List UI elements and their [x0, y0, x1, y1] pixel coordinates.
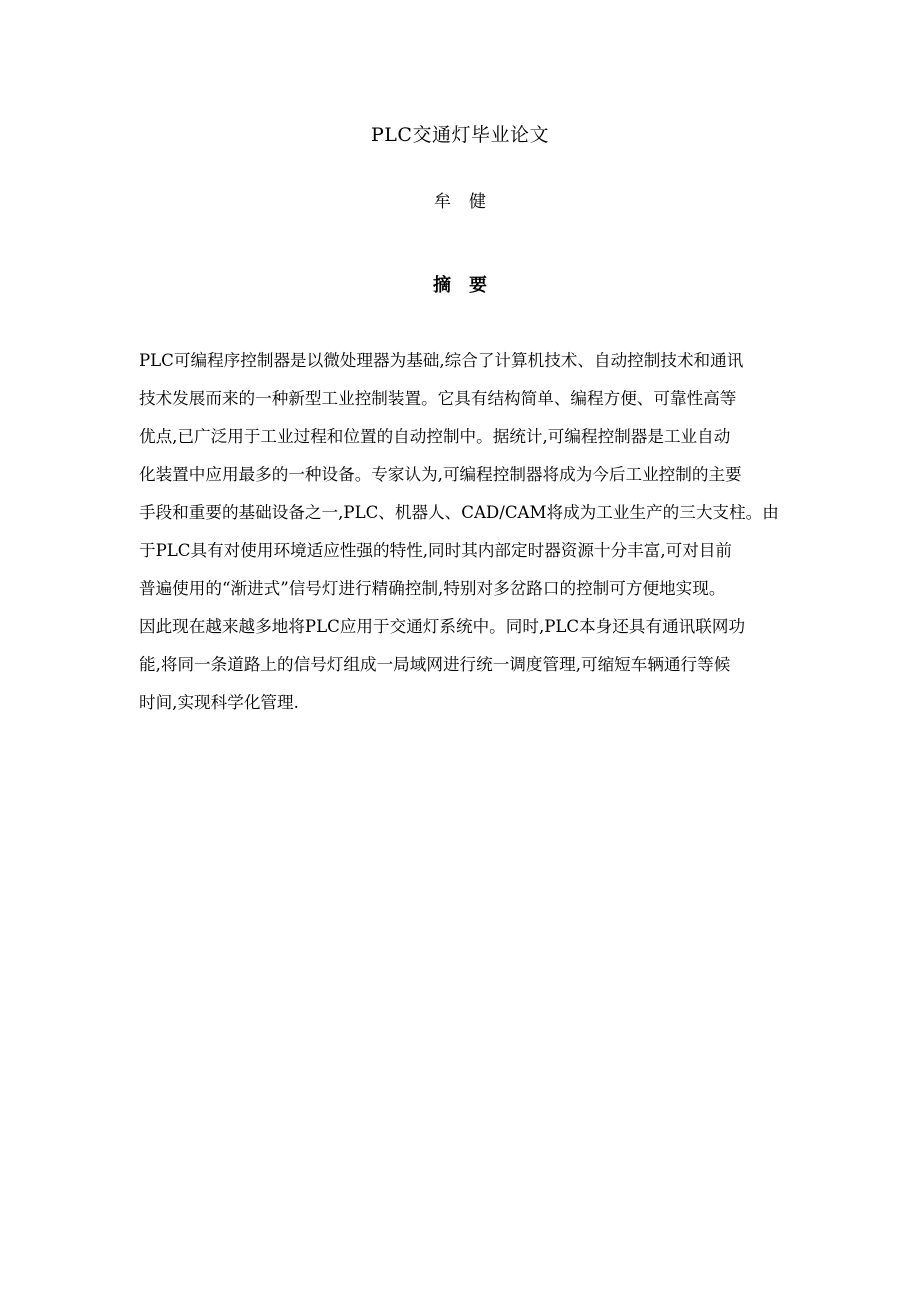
abstract-line: 优点,已广泛用于工业过程和位置的自动控制中。据统计,可编程控制器是工业自动: [139, 427, 731, 446]
abstract-line: 因此现在越来越多地将PLC应用于交通灯系统中。同时,PLC本身还具有通讯联网功: [139, 617, 746, 636]
abstract-line: PLC可编程序控制器是以微处理器为基础,综合了计算机技术、自动控制技术和通讯: [139, 351, 744, 370]
abstract-line: 能,将同一条道路上的信号灯组成一局域网进行统一调度管理,可缩短车辆通行等候: [139, 655, 731, 674]
abstract-line: 手段和重要的基础设备之一,PLC、机器人、CAD/CAM将成为工业生产的三大支柱。由: [139, 503, 779, 522]
abstract-line: 时间,实现科学化管理.: [139, 693, 299, 712]
abstract-body: [139, 342, 784, 722]
abstract-line: 化装置中应用最多的一种设备。专家认为,可编程控制器将成为今后工业控制的主要: [139, 465, 742, 484]
abstract-line: 技术发展而来的一种新型工业控制装置。它具有结构简单、编程方便、可靠性高等: [139, 389, 737, 408]
abstract-line: 于PLC具有对使用环境适应性强的特性,同时其内部定时器资源十分丰富,可对目前: [139, 541, 733, 560]
abstract-line: 普遍使用的“渐进式”信号灯进行精确控制,特别对多岔路口的控制可方便地实现。: [139, 579, 726, 598]
abstract-heading: 摘要: [433, 275, 505, 296]
author-name: 牟健: [434, 192, 504, 212]
paper-title: PLC交通灯毕业论文: [371, 124, 549, 146]
